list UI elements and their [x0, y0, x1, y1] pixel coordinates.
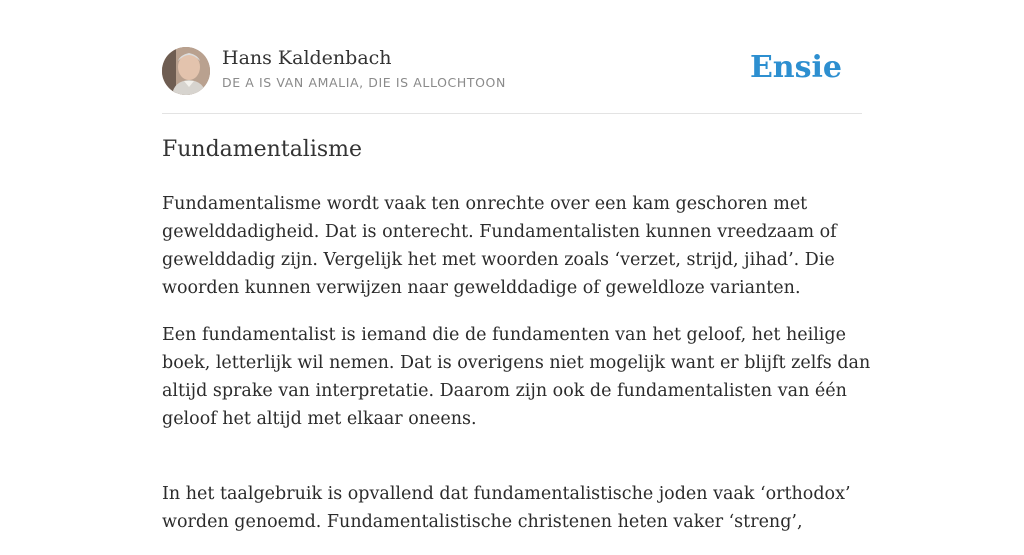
author-subtitle: DE A IS VAN AMALIA, DIE IS ALLOCHTOON [222, 75, 506, 90]
text-line: In het taalgebruik is opvallend dat fundamentalistische joden vaak ‘orthodox’ [162, 484, 851, 504]
text-line: Een fundamentalist is iemand die de fundamenten van het geloof, het heilige [162, 325, 846, 345]
text-line: Fundamentalisme wordt vaak ten onrechte over een kam geschoren met [162, 194, 808, 214]
brand-logo[interactable]: Ensie [749, 50, 842, 85]
paragraph [162, 480, 862, 536]
text-line: worden genoemd. Fundamentalistische christenen heten vaker ‘streng’, [162, 512, 803, 532]
paragraph [162, 321, 871, 433]
text-line: woorden kunnen verwijzen naar gewelddadige of geweldloze varianten. [162, 278, 801, 298]
avatar-portrait-icon [162, 47, 210, 95]
paragraph [162, 190, 862, 302]
author-header [162, 46, 862, 96]
avatar[interactable] [162, 47, 210, 95]
header-divider [162, 113, 862, 114]
text-line: geloof het altijd met elkaar oneens. [162, 409, 477, 429]
text-line: boek, letterlijk wil nemen. Dat is overigens niet mogelijk want er blijft zelfs dan [162, 353, 871, 373]
text-line: gewelddadig zijn. Vergelijk het met woorden zoals ‘verzet, strijd, jihad’. Die [162, 250, 835, 270]
text-line: gewelddadigheid. Dat is onterecht. Fundamentalisten kunnen vreedzaam of [162, 222, 837, 242]
author-name[interactable]: Hans Kaldenbach [222, 47, 392, 69]
article-title: Fundamentalisme [162, 137, 363, 162]
text-line: altijd sprake van interpretatie. Daarom zijn ook de fundamentalisten van één [162, 381, 847, 401]
article-body [162, 190, 871, 555]
